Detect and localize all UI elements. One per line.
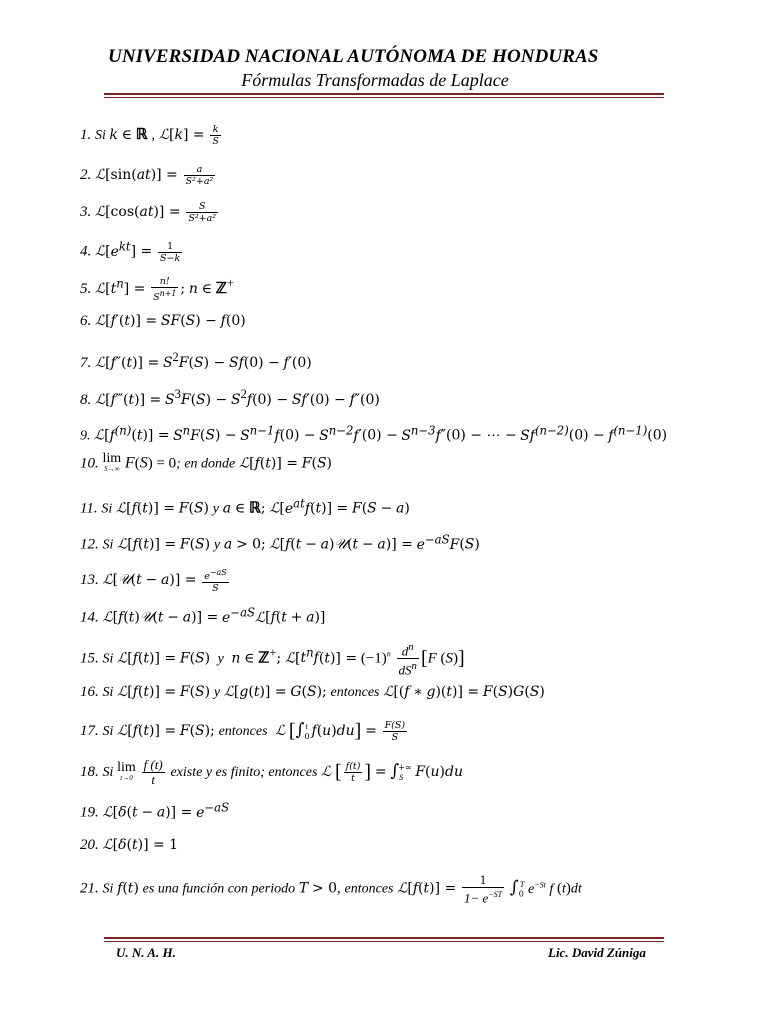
formula-3: 3. ℒ[cos(at)] = $\frac{S}{\text{S²+a²}}$	[80, 201, 217, 224]
formula-10: 10. lim S→∞ F(S) = 0; en donde ℒ[f(t)] = F(S)	[80, 451, 332, 473]
formula-13: 13. ℒ[𝒰(t − a)] = $\frac{e^{-aS}}{S}$	[80, 568, 227, 595]
formula-8: 8. ℒ[f‴(t)] = $S^3F(S) - S^2f(0) - Sf'(0) - f''(0)$	[80, 387, 380, 408]
formula-12: 12. Si ℒ[f(t)] = F(S) y a > 0; ℒ[f(t − a)𝒰(t − $a)] = e^{-aS}F(S)$	[80, 532, 480, 553]
formula-2: 2. ℒ[sin(at)] = $\frac{a}{\text{S²+a²}}$	[80, 164, 214, 187]
footer-rule-thin	[104, 941, 664, 942]
formula-15: 15. Si ℒ[f(t)] = F(S) y n ∈ ℤ+; $ℒ[t^nf(t)] = (-1)^n$ $d^n$ $dS^n$ [F (S)]	[80, 641, 465, 678]
formula-1: 1. Si k ∈ ℝ , ℒ[k] = $\frac{k}{S}$	[80, 124, 219, 147]
header-rule-thin	[104, 97, 664, 98]
formula-4: 4. $ℒ[e^{kt}]$ = $\frac{1}{S-k}$	[80, 239, 181, 264]
footer-author: Lic. David Zúniga	[548, 945, 646, 960]
footer-institution: U. N. A. H.	[116, 945, 176, 960]
formula-16: 16. Si ℒ[f(t)] = F(S) y ℒ[g(t)] = G(S); entonces ℒ[(f ∗ g)(t)] = F(S)G(S)	[80, 684, 545, 700]
formula-7: 7. ℒ[f″(t)] = $S^2F(S) - Sf(0) - f'(0)$	[80, 350, 312, 371]
header-rule-thick	[104, 93, 664, 95]
formula-17: 17. Si ℒ[f(t)] = F(S); entonces ℒ [$\int_0^t$ f(u)du] = $\frac{F(S)}{S}$	[80, 720, 406, 744]
formula-14: 14. ℒ[f(t)𝒰(t − $a)] = e^{-aS}ℒ[f(t + a)]$	[80, 605, 326, 626]
formula-18: 18. Si lim t→0 $\frac{f (t)}{t}$ existe y es finito; entonces ℒ [ $\frac{f(t)}{t}$ ] = $\int_S^{+\infty}$ F(u)du	[80, 757, 463, 787]
formula-21: 21. Si f(t) es una función con periodo T > 0, entonces ℒ[f(t)] = $\frac{1}{1- e^{-ST}}$ $\int_0^T$ $e^{-St}$ f (t)dt	[80, 872, 582, 906]
footer-rule-thick	[104, 937, 664, 939]
formula-19: 19. ℒ[δ(t − $a)] = e^{-aS}$	[80, 800, 230, 821]
formula-6: 6. ℒ[f′(t)] = SF(S) − f(0)	[80, 313, 246, 329]
formula-9: 9. $ℒ[f^{(n)}(t)] = S^nF(S) - S^{n-1}f(0) - S^{n-2}f'(0) - S^{n-3}f''(0)$ − ⋯ − $Sf^{(n-2)}(0) - f^{(n-1)}(0)$	[80, 423, 668, 444]
formula-11: 11. Si ℒ[f(t)] = F(S) y a ∈ ℝ; $ℒ[e^{at}f(t)] = F(S - a)$	[80, 496, 410, 517]
university-title: UNIVERSIDAD NACIONAL AUTÓNOMA DE HONDURAS	[108, 46, 599, 67]
document-subtitle: Fórmulas Transformadas de Laplace	[241, 70, 509, 90]
formula-5: 5. $ℒ[t^n]$ = $\frac{n!}{S^{n+1}}$ ; n ∈ ℤ+	[80, 275, 234, 304]
formula-20: 20. ℒ[δ(t)] = 1	[80, 837, 179, 853]
